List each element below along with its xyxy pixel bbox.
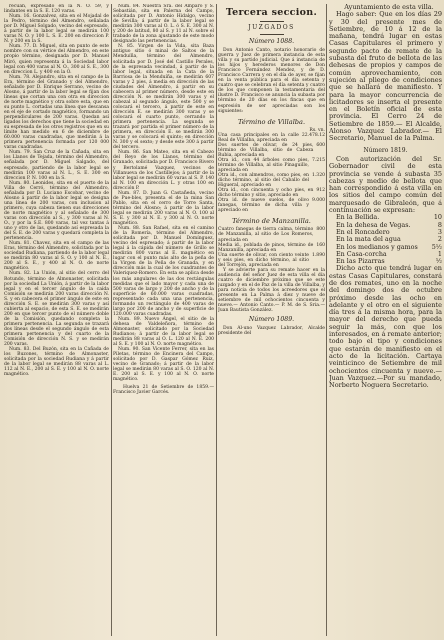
item-label: En los medianos y gamos (336, 242, 418, 251)
column-2 (113, 4, 214, 638)
item-label: Otra id., con cincuenta y ocho pies, en dicho término y sitio, apreciado en (218, 188, 314, 199)
section-subtitle: JUZGADOS (248, 24, 295, 31)
list-item (218, 227, 325, 242)
column-rule (216, 4, 217, 636)
item-label: Una casa principales en la calle Real de Villalba, apreciada en (218, 132, 299, 143)
item-value: 1.320 (311, 173, 325, 179)
item-value: 800 (316, 227, 325, 233)
list-item (218, 198, 325, 213)
list-item (218, 243, 325, 253)
paragraph: Num. 81. Chavez, sita en el campo de las Eras, término del Almendro, solicitada por la sociedad Rudiana, partiendo de la labor legal se medirán 80 varas al S. O. y 100 al N. E., 200 al S. E., y 400 al N. O. de norte magnético. (4, 241, 109, 272)
paragraph: Ayuntamiento de esta villa. (344, 4, 434, 11)
paragraph: Num. 16. Gonzalvez, sita en el Mojadal de la Pedro, término del Almendro, señalada por D. Miguel Solgado, vecino del espresado, á partir de la labor legal se medirán 100 varas N. O. y 100 L. S. E. 200 en direccion P. N. y 200 en la S. (4, 14, 109, 45)
paragraph: recuan, expresado en la N. O. 59, y lindantes en la S. E. 120 varas. (4, 4, 109, 15)
item-value: 600 (316, 142, 325, 148)
divider (260, 34, 284, 35)
column-3 (218, 4, 325, 638)
column-4 (329, 4, 442, 638)
term-title: Término de Villalba. (237, 117, 306, 126)
item-value: 10 (433, 213, 442, 222)
paragraph: Num. 78. Alejandro, sita en el campo de la Era, término del Granado y del Almendro, señalado por D. Enrique Serrano, vecino de Alosno, á partir de la labor legal se fijan dos líneas que cortan una con otra en direccion de norte magnético y otra sobre esta, que en su punto L. cortadas una línea que descansa en el eje de cortado magnético, formando un perpendiculares de 200 varas. Quedan así ligados los derechos que tiene la sociedad en su espresada de los otros registros que en su límite han medido en 6 de diciembre de 60.000 varas cuadradas, que medirán á la primera pertenencia formada por 120 000 varas cuadradas. (4, 74, 109, 151)
divider (260, 21, 284, 22)
item-label: Otra id. de nueve suelos, de olivo fanegas, término de dicha villa y apreciado en (218, 198, 309, 214)
paragraph: Num. 84. Nuestra Sra. del Amparo y S. Sebastián, sita en Palerna del Campo, solicitada por D. Antonio Hidalgo, vecino de Sevilla; á partir de la labor legal se medirán 300 varas al O. L. ó S. E. 300 al N. y 200 de latitud, 80 al S. y 11 al N. sobre el trabado de la zona ajustando de este modo designado las pertenencias. (113, 4, 214, 45)
paragraph: Num. 79. San Cruz de la Cañada, sita en los Llanos de Tejada, término del Almendro, señalada por D. Miguel Salgado, del espresado, partiendo de la labor legal se medirán 100 varas al N. L., S. E. 300 en direccion P. N. 100 en la S. (4, 150, 109, 181)
paragraph: Num. 77. D. Miguel, sita en punto de este nombre con su vértice del Almendro, en este propio término, designada por D. Manuel Miró, quien representa á la Sociedad labor legal con 400 varas al N. O., 300 al S. E., 300 en direccion L. y 400 en la O. (4, 44, 109, 75)
paragraph: Num. 89. Nuevo Ángel, el sitio de la dehesa de Valdeleñora, término de Almonaster, solicitado por la Sociedad Rudianos; á partir de la labor legal se medirán 88 varas al O. L. 120 al N. E. 200 al S. E. y 100 al N. O. norte magnético. (113, 316, 214, 348)
item-value: 3 (437, 227, 442, 236)
paragraph: Con autorización del Sr. Gobernador civil de esta provincia se vende á subasta 35 cabezas y medio de bellota que han correspondido á esta villa en los sitios del campo común del marquesado de Gibraleón, que á continuación se expresan: (329, 154, 442, 215)
list-item (218, 143, 325, 158)
list-item (218, 188, 325, 198)
item-value: 8 (437, 220, 442, 229)
item-value: 1 (437, 249, 442, 258)
item-value: 160 (316, 242, 325, 248)
item-value: 5½ (431, 242, 442, 251)
paragraph: Num. 80. Leonides, sita en el puerto de la Villa de Cerró, término del Almendro, señalada por D. Luciano Escobar, vecino de Alosno á partir de la labor legal se designa una línea de 200 varas, con inclusion al primero, cuya cabeza tienen sus direcciones de norte magnético y al señalado de 300 varas con dirección al S., y 300 varas al N. O., y por la S.E. 800 varas, tal vez tantas á uno y otro de las, quedando así espresada la del S. E. de 200 varas y quedará completa la pertenencia. (4, 180, 109, 242)
column-1 (4, 4, 109, 638)
item-label: En la dehesa de Vegas. (336, 220, 411, 229)
notice-number: Número 1819. (363, 146, 408, 154)
notice-closing: Y se advierte para su remate hacer en la audiencia del señor Juez de esta villa el día cuatro de diciembre próximo que se este juzgado y en el de Paz de la villa de Villalba, y para noticia de todos los acreedores que el presente en La Palma á diez y nueve de setiembre de mil ochocientos cincuenta y nueve.— Antonio Canto.— P. M. de S. Sria.— Juan Bautista González. (218, 267, 325, 314)
notice-intro: Don Al-uno Vazquez Labrador, Alcalde presidente del (218, 326, 325, 337)
list-item (218, 133, 325, 143)
item-label: En la mata del agua (336, 235, 401, 244)
list-item (218, 158, 325, 173)
item-label: En el Roncadero (336, 227, 390, 236)
list-item (218, 253, 325, 268)
item-value: 2 (437, 235, 442, 244)
currency-header: Rs. vn. (309, 127, 325, 133)
list-item (218, 173, 325, 188)
dateline: Huelva 21 de Setiembre de 1859.— Francisco Javier Garcés. (113, 384, 214, 395)
item-label: Media id., poblada de pinos, término de Manzanilla, apreciada en (218, 242, 314, 253)
notice-intro: Don Antonio Canto, notario honorario de guerra y Juez de primera instancia de esta villa y su partido judicial. Que á instancia de los hijos y herederos menores de Don Francisco Fernández Mendez, y de D. Francisco Carrera y en el día de ayer, se fijan en la venta pública para el día setenta y cuatro que se celebran el día setenta y cuatro de los que componen la testamentaria del ilustre D. Francisco se anuncia la subasta por término de 20 días en los fincas que en espresión de ser apreciadas son los siguientes: (218, 48, 325, 114)
paragraph: Num. 83. Del Buzón, sita en la Cañada de los Buzones, término de Almonaster, solicitada por la sociedad Rudiana y á partir de la labor legal se medirán 88 varas al L. 112 al N. E., 200 al S. E. y 100 al N. O. norte magnético. (4, 347, 109, 378)
item-label: En la Bellida. (336, 213, 380, 222)
item-value: ½ (435, 257, 442, 266)
paragraph: Num. 86. San Mateo, sita en el Cabezo del Reyo de los Llanos, término del Granado, solicitada por D. Francisco Rivero y Bertolamé Vazquez, vecinos de Villanueva de los Castillejos; á partir de la labor legal se medirán 60 varas al S. P. 140 al N. 100 en dirección L. y otras 100 en dirección P. (113, 150, 214, 191)
notice-number: Número 1089. (248, 316, 295, 324)
item-value: 912 (316, 188, 325, 194)
item-label: En Casa-corcha (336, 249, 387, 258)
term-list-villalba (218, 133, 325, 214)
paragraph: N. 85. Virgen de la Vida, sita Baza antiguo sitio ó minal de Saltos de la Menduíña, término del Almendro, solicitada por D. José del Castillo Perales, de la espresada vecindad, á partir de la labor legal, situada en la Cata de la Barriosa de la Menduíña, se medirán 607 varas y 2 pies, á media en dirección de las ciudades del Almendro, á partir en su cabecera al primer número, desde este en dirección N. se medirán 300 varas y el cabezal al segundo ángulo, este 500 y se colocará el tercero, á partir de este en dirección E. se medirán 300 varas y se colocará el cuarto punto, cerrando la primera pertenencia. La segunda se trazará por partida el primer número de la primera, en dirección E. se medirán 300 varas y se colocará el quinto; en dirección N. 300 y el sexto; y desde este 300 á partir del tercero. (113, 44, 214, 151)
section-title: Tercera seccion. (225, 7, 318, 18)
paragraph: Num. 82. La Unión, al sitio del cerro del Rotundo, término de Almonaster, solicitada por la sociedad La Unión, á partir de la labor legal y en el tercer ángulo de la caída Comisión se medirán 200 varas dirección N. S. y en cabecera el primer ángulo de este en dirección S. E. se medirán 300 varas y así cubierta al espacio, de esta S. E. se medirán 200 en que tercer punto de el número doble de la Comisión, quedando completa la primera pertenencia. La segunda se trazará dos líneas desde el segundo ángulo de esta primera pertenencia y del cuarto de la Comisión de dirección N. S. y se medirán 200 varas. (4, 271, 109, 348)
paragraph: Num. 88. San Rafael, sita en el camino de la Romería, término del Almendro, solicitada por D. Manuel Domínguez, vecino del espresado; á partir de la labor legal á la cápida del número de Grillo se medirán 800 varas al E. magnético en lugar con el punto más alto de la peña de la Virgen de la Peña de Granada, y en dirección más la cual de los cuadrantes de Valeriquez-Romero. En esta se aplica desde los más angulares de las dos rectángulas medidas que el lado mayor y cada una de 500 varas de largo y 200 de ancho y de la superficie de 60.000 varas cuadradas, representado cada una una pertenencia, formando un rectángulo de 400 varas de largo por 200 de ancho y de superficie de 120.000 varas cuadradas. (113, 226, 214, 317)
item-value: 22.478.12 (301, 132, 325, 138)
paragraph: Num. 90. San Vicente Ferrer, sita en las Piletas, término de Encinera del Campo, solicitado por D. Gaspar Gómez Ruiz, vecino de Granado; á partir de la labor legal se medirán 80 varas al S. O. 120 al N. E. 200 al S. E. y 100 al N. O. norte magnético. (113, 347, 214, 383)
item-label: En las Pizarras (336, 257, 385, 266)
term-title: Término de Manzanilla. (232, 217, 311, 226)
paragraph: Hago saber: Que en los días 29 y 30 del presente mes de Setiembre, de 10 á 12 de la mañana, tendrá lugar en estas Casas Capitulares el primero y segundo pacto de remate de la subasta del fruto de bellota de las dehesas de propios y campos de común aprovechamiento, con sujeción al pliego de condiciones que se hallará de manifiesto. Y para la mayor concurrencia de licitadores se inserta el presente en el Boletín oficial de esta provincia. El Cerro 24 de Setiembre de 1859.— El Alcalde, Alonso Vazquez Labrador.— El Secretario, Manuel de la Palma. (329, 10, 442, 143)
item-label: Otra id., con almendros, como pies, en dicho término, al sitio del Caballo del Higueral, apreciado en (218, 173, 309, 189)
item-label: Una suerte de olivar, con ciento veinte y seis pies, en dicho término, al sitio del Torrejón, apreciada en (218, 252, 309, 268)
column-rule (326, 4, 327, 636)
bellota-list (329, 214, 442, 265)
notice-number: Número 1088. (248, 38, 295, 45)
item-value: 1.890 (311, 252, 325, 258)
item-label: Dos suertes de olivar, de 24 pies, término de Villalba, sitio de Cabeza Rubia, apreciada en (218, 142, 314, 158)
paragraph: Dicho acto que tendrá lugar en estas Casas Capitulares, constará de dos remates, uno en la noche del domingo dos de octubre próximo desde las ocho en adelante y el otro en el siguiente día tres á la misma hora, para la mayor del derecho que pueda seguir la más, con que los interesados, en á remate anterior; todo bajo el tipo y condiciones que estarán de manifiesto en el acto de la licitación. Cartaya veinticinco de Setiembre de mil ochocientos cincuenta y nueve.— Juan Vazquez.—Por su mandado, Norberto Noguera Secretario. (329, 264, 442, 390)
item-label: Otra id., con 44 árboles como pies, término de Villalba, al sitio Pinaguillo, apreciada en (218, 157, 309, 173)
term-list-manzanilla (218, 227, 325, 267)
item-label: Cuatro fanegas de tierra calma, término de Manzanilla, al sitio de Los Romeros, apreciada en (218, 227, 314, 243)
column-rule (111, 4, 112, 636)
item-value: 7.215 (311, 157, 325, 163)
item-value: 9.000 (311, 198, 325, 204)
paragraph: Num. 87. D. Juan G. Castañeda, vecino de Pue-bles, presenta el de la mina San Pablo, sita en el cerro de Torre Santa, término del Alosno; á partir de la labor legal se medirán 200 varas al N. O. 100 al S. E. y 300 al N. E. y 300 al N. O. norte magnético. (113, 190, 214, 227)
